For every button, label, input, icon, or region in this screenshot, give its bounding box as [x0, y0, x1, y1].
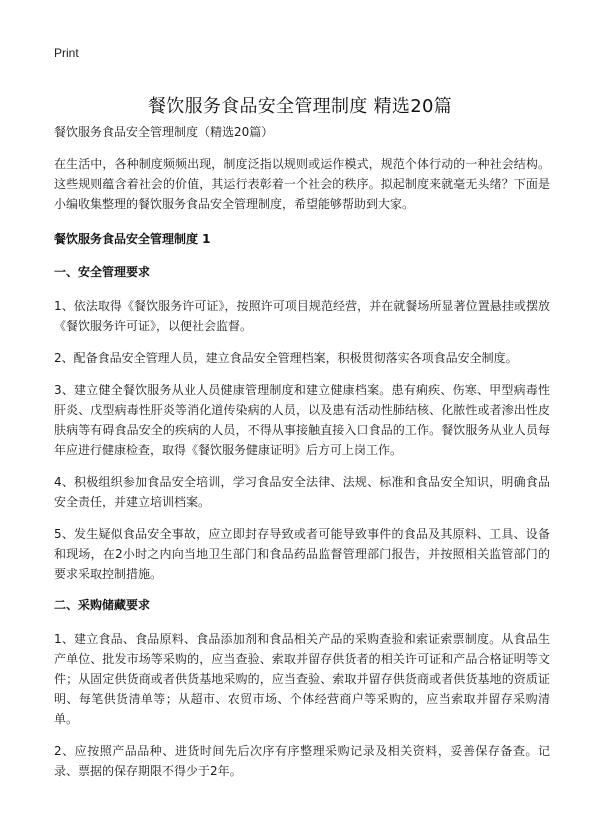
- part1-item-4: 4、积极组织参加食品安全培训，学习食品安全法律、法规、标准和食品安全知识，明确食品安全责任，并建立培训档案。: [54, 475, 550, 509]
- part2-item-2: 2、应按照产品品种、进货时间先后次序有序整理采购记录及相关资料，妥善保存备查。记录、票据的保存期限不得少于2年。: [54, 744, 550, 778]
- part1-heading: 一、安全管理要求: [54, 265, 151, 279]
- part2-heading: 二、采购储藏要求: [54, 598, 151, 612]
- article-body: [54, 122, 550, 793]
- page-title: 餐饮服务食品安全管理制度 精选20篇: [147, 96, 453, 118]
- intro-paragraph: 在生活中，各种制度频频出现，制度泛指以规则或运作模式，规范个体行动的一种社会结构。这些规则蕴含着社会的价值，其运行表彰着一个社会的秩序。拟起制度来就毫无头绪？下面是小编收集整理的餐饮服务食品安全管理制度，希望能够帮助到大家。: [54, 157, 550, 211]
- part2-item-1: 1、建立食品、食品原料、食品添加剂和食品相关产品的采购查验和索证索票制度。从食品生产单位、批发市场等采购的，应当查验、索取并留存供货者的相关许可证和产品合格证明等文件；从固定供货商或者供货基地采购的，应当查验、索取并留存供货商或者供货基地的资质证明、每笔供货清单等；从超市、农贸市场、个体经营商户等采购的，应当索取并留存采购清单。: [54, 632, 550, 726]
- part1-item-5: 5、发生疑似食品安全事故，应立即封存导致或者可能导致事件的食品及其原料、工具、设备和现场，在2小时之内向当地卫生部门和食品药品监督管理部门报告，并按照相关监管部门的要求采取控制措施。: [54, 527, 550, 581]
- print-link[interactable]: Print: [54, 46, 79, 60]
- part1-item-2: 2、配备食品安全管理人员，建立食品安全管理档案，积极贯彻落实各项食品安全制度。: [54, 351, 518, 365]
- article-subtitle: 餐饮服务食品安全管理制度（精选20篇）: [54, 125, 274, 139]
- part1-item-1: 1、依法取得《餐饮服务许可证》，按照许可项目规范经营，并在就餐场所显著位置悬挂或摆放《餐饮服务许可证》，以便社会监督。: [54, 299, 550, 333]
- section-heading: 餐饮服务食品安全管理制度 1: [54, 232, 211, 246]
- part1-item-3: 3、建立健全餐饮服务从业人员健康管理制度和建立健康档案。患有痢疾、伤寒、甲型病毒性肝炎、戊型病毒性肝炎等消化道传染病的人员，以及患有活动性肺结核、化脓性或者渗出性皮肤病等有碍食品安全的疾病的人员，不得从事接触直接入口食品的工作。餐饮服务从业人员每年应进行健康检查，取得《餐饮服务健康证明》后方可上岗工作。: [54, 383, 550, 457]
